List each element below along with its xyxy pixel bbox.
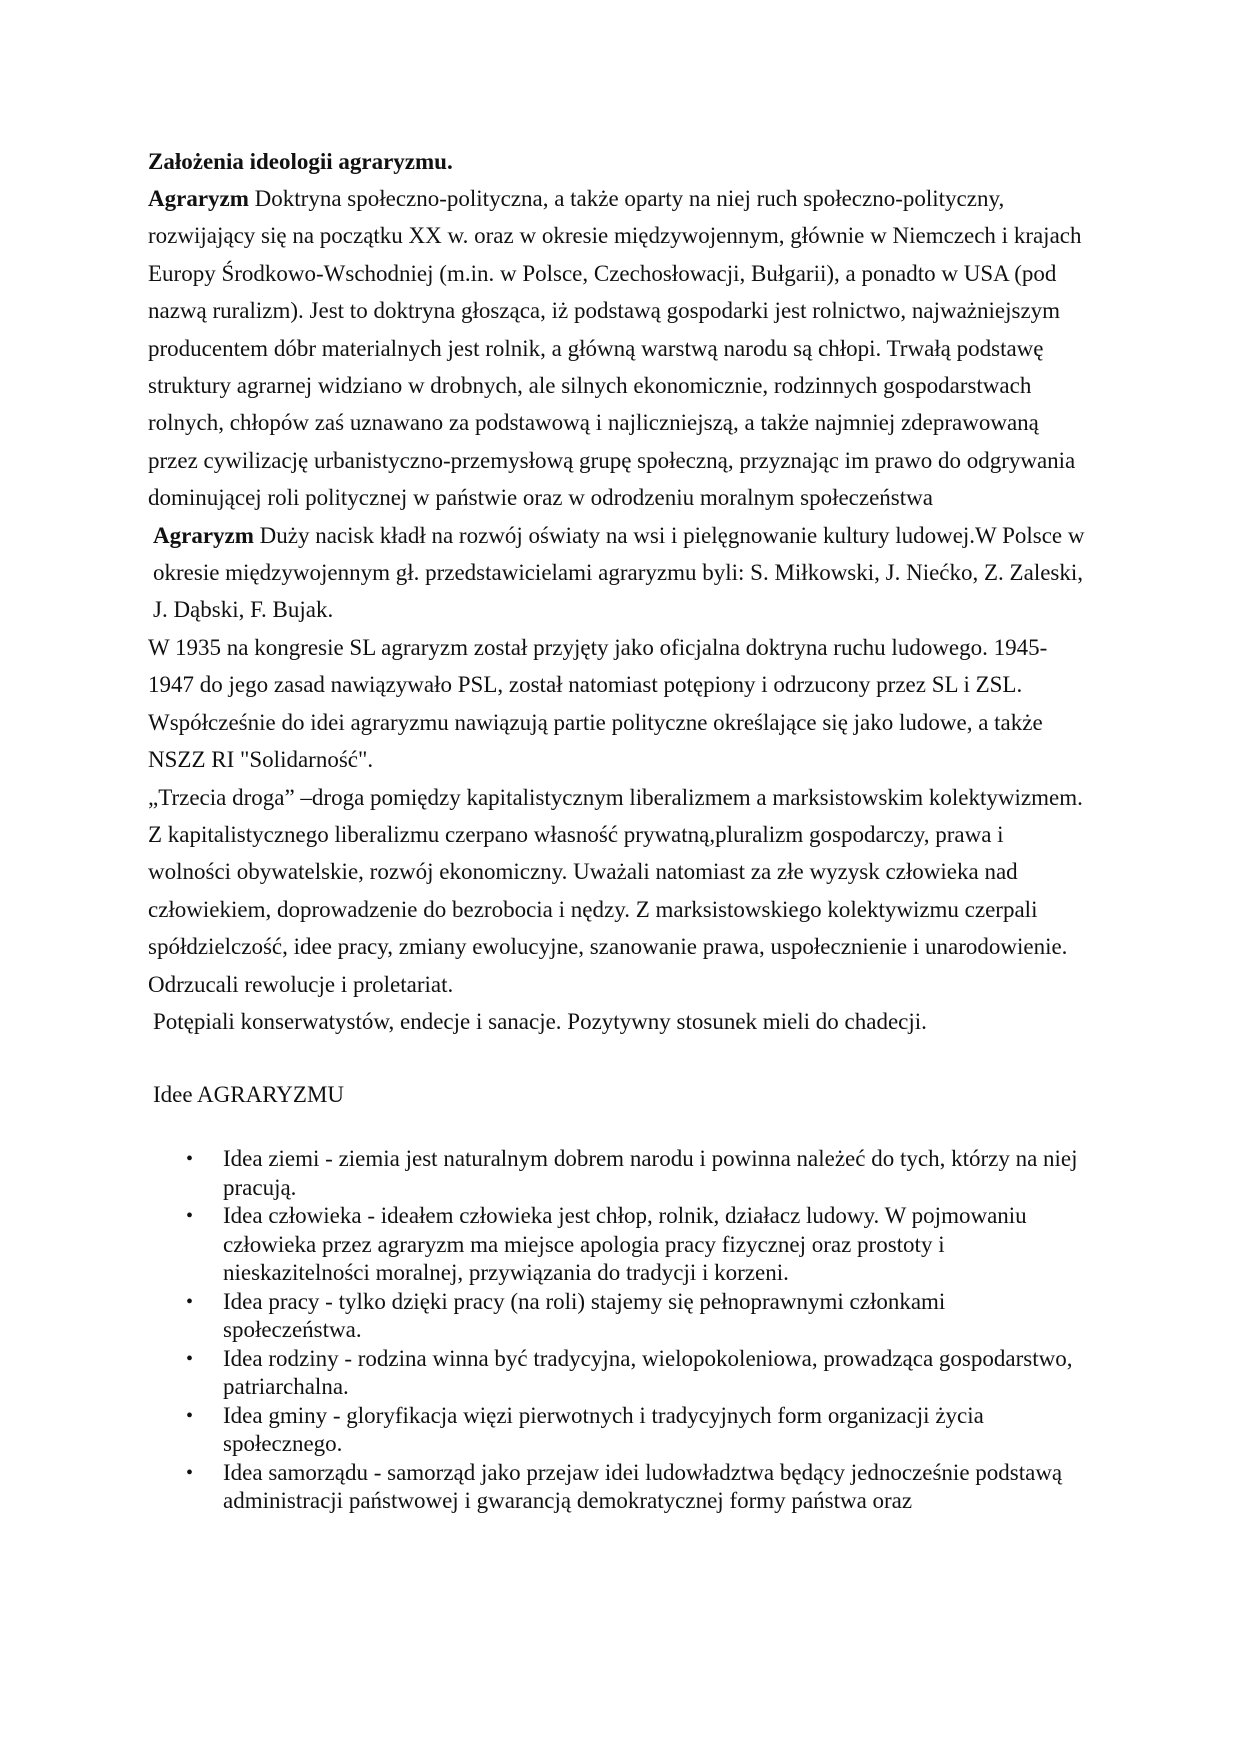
idea-text: - tylko dzięki pracy (na roli) stajemy się pełnoprawnymi członkami społeczeństwa.: [223, 1288, 946, 1343]
idea-term: Idea pracy: [223, 1288, 320, 1314]
list-item: [148, 1145, 1088, 1202]
idea-term: Idea samorządu: [223, 1459, 368, 1485]
bullet-icon: •: [186, 1148, 194, 1171]
idea-text: - samorząd jako przejaw idei ludowładztwa będący jednocześnie podstawą administracji państwowej i gwarancją demokratycznej formy państwa oraz: [223, 1459, 1063, 1514]
idea-term: Idea rodziny: [223, 1345, 339, 1371]
paragraph-history: W 1935 na kongresie SL agraryzm został przyjęty jako oficjalna doktryna ruchu ludowego. 1945-1947 do jego zasad nawiązywało PSL, został natomiast potępiony i odrzucony przez SL i ZSL. Współcześnie do idei agraryzmu nawiązują partie polityczne określające się jako ludowe, a także NSZZ RI "Solidarność".: [148, 634, 1048, 773]
bullet-icon: •: [186, 1404, 194, 1427]
term-agraryzm: Agraryzm: [153, 522, 254, 548]
idea-term: Idea gminy: [223, 1402, 328, 1428]
paragraph-education: [148, 517, 1088, 629]
list-item: [148, 1345, 1088, 1402]
idea-term: Idea ziemi: [223, 1146, 320, 1172]
bullet-icon: •: [186, 1347, 194, 1370]
list-item: [148, 1288, 1088, 1345]
paragraph-definition: [148, 180, 1088, 517]
ideas-heading: Idee AGRARYZMU: [153, 1082, 345, 1108]
bullet-icon: •: [186, 1205, 194, 1228]
list-item: [148, 1459, 1088, 1516]
idea-text: - gloryfikacja więzi pierwotnych i tradycyjnych form organizacji życia społecznego.: [223, 1402, 984, 1457]
paragraph-definition-text: Doktryna społeczno-polityczna, a także oparty na niej ruch społeczno-polityczny, rozwijający się na początku XX w. oraz w okresie międzywojennym, głównie w Niemczech i krajach Europy Środkowo-Wschodniej (m.in. w Polsce, Czechosłowacji, Bułgarii), a ponadto w USA (pod nazwą ruralizm). Jest to doktryna głosząca, iż podstawą gospodarki jest rolnictwo, najważniejszym producentem dóbr materialnych jest rolnik, a główną warstwą narodu są chłopi. Trwałą podstawę struktury agrarnej widziano w drobnych, ale silnych ekonomicznie, rodzinnych gospodarstwach rolnych, chłopów zaś uznawano za podstawową i najliczniejszą, a także najmniej zdeprawowaną przez cywilizację urbanistyczno-przemysłową grupę społeczną, przyznając im prawo do odgrywania dominującej roli politycznej w państwie oraz w odrodzeniu moralnym społeczeństwa: [148, 186, 1082, 511]
idea-text: - rodzina winna być tradycyjna, wielopokoleniowa, prowadząca gospodarstwo, patriarchalna.: [223, 1345, 1073, 1400]
paragraph-education-text: Duży nacisk kładł na rozwój oświaty na wsi i pielęgnowanie kultury ludowej.W Polsce w okresie międzywojennym gł. przedstawicielami agraryzmu byli: S. Miłkowski, J. Niećko, Z. Zaleski, J. Dąbski, F. Bujak.: [153, 522, 1085, 623]
list-item: [148, 1402, 1088, 1459]
document-title: Założenia ideologii agraryzmu.: [148, 149, 453, 174]
term-agraryzm: Agraryzm: [148, 186, 249, 211]
idea-text: - ideałem człowieka jest chłop, rolnik, działacz ludowy. W pojmowaniu człowieka przez agraryzm ma miejsce apologia pracy fizycznej oraz prostoty i nieskazitelności moralnej, przywiązania do tradycji i korzeni.: [223, 1203, 1027, 1286]
bullet-icon: •: [186, 1461, 194, 1484]
paragraph-attitudes: Potępiali konserwatystów, endecje i sanacje. Pozytywny stosunek mieli do chadecji.: [153, 1008, 927, 1034]
ideas-list: [148, 1145, 1088, 1516]
paragraph-third-way: „Trzecia droga” –droga pomiędzy kapitalistycznym liberalizmem a marksistowskim kolektywizmem. Z kapitalistycznego liberalizmu czerpano własność prywatną,pluralizm gospodarczy, prawa i wolności obywatelskie, rozwój ekonomiczny. Uważali natomiast za złe wyzysk człowieka nad człowiekiem, doprowadzenie do bezrobocia i nędzy. Z marksistowskiego kolektywizmu czerpali spółdzielczość, idee pracy, zmiany ewolucyjne, szanowanie prawa, uspołecznienie i unarodowienie. Odrzucali rewolucje i proletariat.: [148, 784, 1083, 997]
idea-term: Idea człowieka: [223, 1203, 362, 1229]
idea-text: - ziemia jest naturalnym dobrem narodu i powinna należeć do tych, którzy na niej pracują.: [223, 1146, 1078, 1200]
list-item: [148, 1202, 1088, 1288]
document-content: [148, 143, 1088, 1516]
bullet-icon: •: [186, 1290, 194, 1313]
